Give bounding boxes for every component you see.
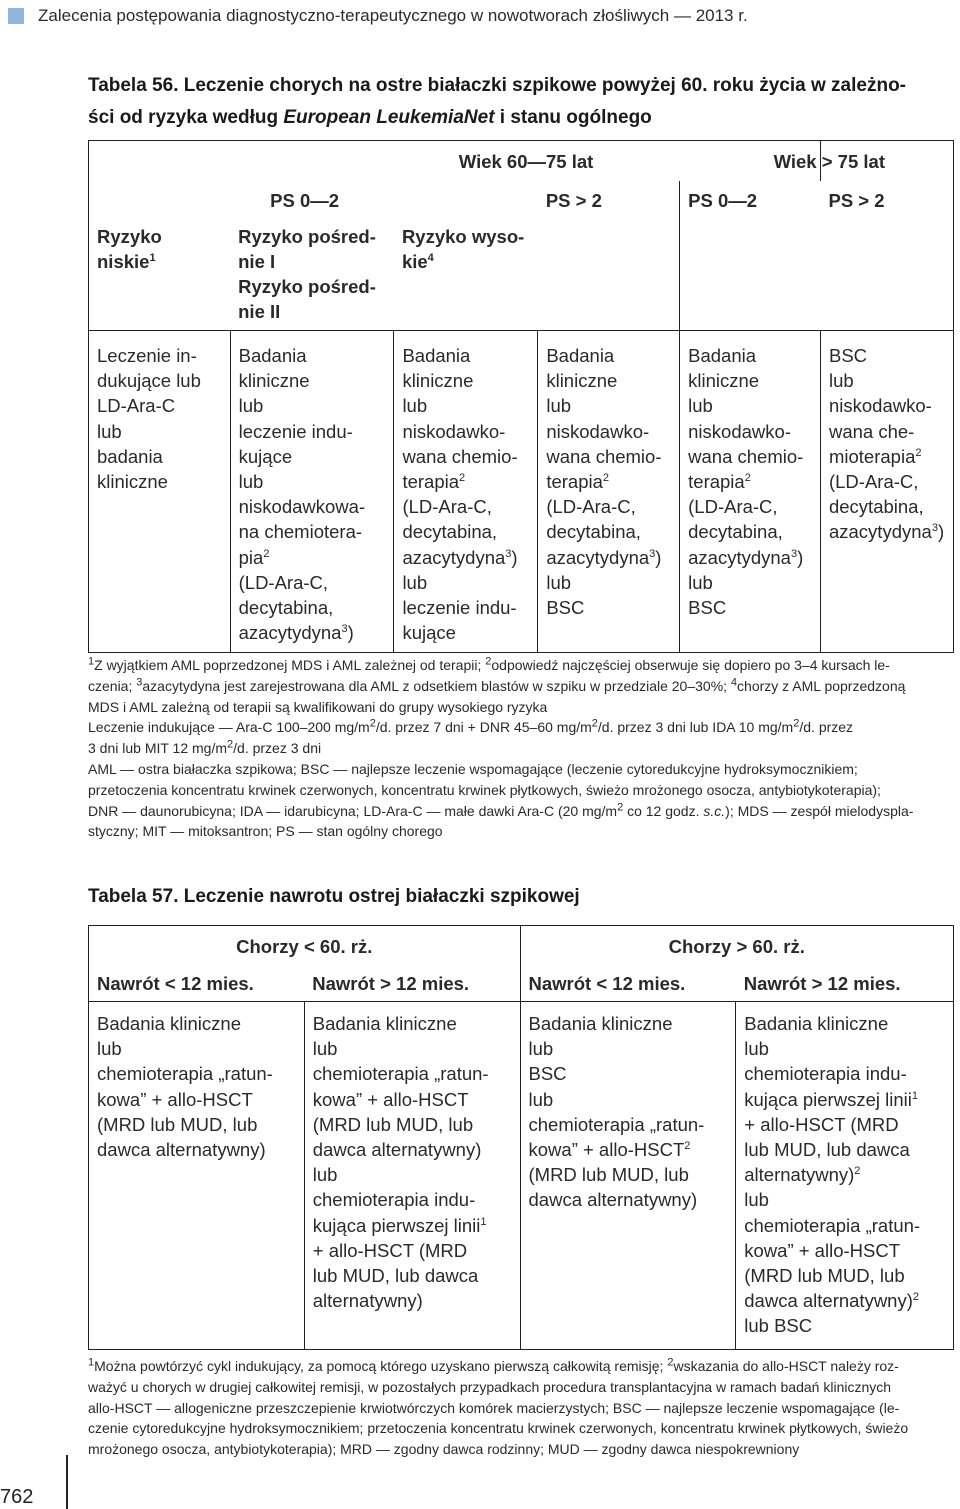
cell-line: chemioterapia „ratun- [528, 1113, 705, 1135]
footnote-mark: 2 [667, 1356, 674, 1369]
footnote-mark: 2 [617, 800, 624, 813]
cell-line: niskodawkowa- [238, 496, 366, 518]
cell-line: kliniczne [238, 370, 310, 392]
table56 [88, 140, 954, 653]
cell-line [402, 545, 529, 570]
note-part: ); MDS — zespół mielodyspla- [725, 802, 914, 819]
page-number-divider [66, 1455, 68, 1509]
footnote-mark: 3 [931, 522, 938, 535]
footnote-mark: 1 [149, 251, 156, 264]
table57-title-line: Tabela 57. Leczenie nawrotu ostrej białaczki szpikowej [88, 886, 580, 907]
note-part: Leczenie indukujące — Ara-C 100–200 mg/m [88, 719, 370, 736]
cell-line: BSC [828, 345, 868, 366]
cell-line: Badania [546, 345, 615, 366]
ps-label: PS 0—2 [688, 189, 758, 211]
footnote-mark: 2 [793, 717, 800, 730]
ps-label: PS 0—2 [270, 189, 340, 211]
cell-line: kliniczne [546, 370, 618, 392]
cell-line: kujące [238, 445, 293, 467]
risk-text: nie I [238, 250, 276, 272]
cell-part: terapia [688, 471, 745, 493]
cell-line: lub MUD, lub dawca [312, 1265, 479, 1287]
cell-line: lub [688, 395, 713, 417]
note-line: AML — ostra białaczka szpikowa; BSC — najlepsze leczenie wspomagające (leczenie cytoredukcyjne hydroksymocznikiem; [88, 760, 858, 777]
cell-line: kowa” + allo-HSCT [97, 1088, 253, 1110]
footnote-mark: 1 [911, 1089, 918, 1102]
footnote-mark: 4 [427, 251, 434, 264]
cell-line: + allo-HSCT (MRD [312, 1239, 468, 1261]
table57-group-gt60 [520, 926, 954, 964]
cell-line: Badania [688, 345, 757, 366]
cell-line: decytabina, [688, 521, 783, 543]
table56-title-line2 [88, 102, 948, 134]
cell-line [744, 1087, 945, 1112]
cell-part: azacytydyna [828, 521, 932, 543]
col-label: Nawrót > 12 mies. [743, 972, 901, 994]
cell-line: (LD-Ara-C, [238, 571, 329, 593]
cell-line: chemioterapia „ratun- [312, 1063, 489, 1085]
cell-part: ) [937, 521, 945, 543]
cell-line: (MRD lub MUD, lub [744, 1265, 905, 1287]
running-header [8, 6, 748, 26]
note-line: MDS i AML zależną od terapii są kwalifikowani do grupy wysokiego ryzyka [88, 698, 548, 715]
cell-line: kowa” + allo-HSCT [744, 1239, 901, 1261]
table56-empty-cell [89, 181, 231, 221]
cell-part: ) [797, 546, 804, 568]
cell-line: kliniczne [402, 370, 474, 392]
cell-line: alternatywny) [312, 1290, 423, 1312]
cell-line: dukujące lub [97, 370, 201, 392]
cell-line [829, 444, 945, 469]
col-label: Nawrót < 12 mies. [528, 972, 686, 994]
cell-line [744, 1288, 945, 1313]
footnote-mark: 1 [480, 1215, 487, 1228]
cell-line [313, 1213, 512, 1238]
footnote-mark: 2 [459, 471, 466, 484]
cell-line [829, 519, 945, 544]
group-label: Chorzy > 60. rż. [668, 936, 805, 957]
cell-line: na chemiotera- [238, 521, 363, 543]
footnote-mark: 3 [341, 623, 348, 636]
cell-line: decytabina, [402, 521, 498, 543]
table56-cell-ps-gt2 [538, 331, 680, 653]
note-part: wskazania do allo-HSCT należy roz- [673, 1358, 899, 1374]
cell-line: BSC [546, 597, 585, 619]
cell-line: lub MUD, lub dawca [744, 1139, 910, 1161]
group-label: Wiek 60—75 lat [458, 151, 594, 172]
table56-notes [88, 655, 954, 842]
cell-line: niskodawko- [546, 420, 650, 442]
table57-title [88, 881, 948, 913]
footnote-mark: 1 [88, 655, 95, 668]
cell-part: terapia [402, 471, 460, 493]
cell-part: terapia [546, 471, 603, 493]
cell-line: lub [312, 1038, 338, 1060]
note-part: azacytydyna jest zarejestrowana dla AML z odsetkiem blastów w szpiku w przedziale 20–30%; [142, 677, 731, 694]
cell-line: lub [238, 395, 264, 417]
table56-title-part: i stanu ogólnego [494, 107, 652, 128]
cell-part: kowa” + allo-HSCT [528, 1139, 685, 1161]
table56-empty-cell [820, 221, 953, 331]
cell-line [688, 469, 812, 494]
footnote-mark: 2 [263, 547, 270, 560]
note-part: odpowiedź najczęściej obserwuje się dopiero po 3–4 kursach le- [491, 657, 890, 673]
table56-cell-75-ps-0-2 [680, 331, 821, 653]
group-label: Wiek > 75 lat [773, 151, 885, 172]
cell-line: (MRD lub MUD, lub [312, 1113, 474, 1135]
cell-line: lub [97, 420, 122, 442]
cell-line [239, 620, 386, 645]
cell-part: pia [238, 546, 264, 568]
cell-part: mioterapia [828, 445, 916, 467]
table56-risk-mid [230, 221, 394, 331]
cell-part: alternatywny) [744, 1164, 855, 1186]
table56-title [88, 70, 948, 134]
table56-cell-75-ps-gt2 [820, 331, 953, 653]
cell-line: kliniczne [688, 370, 760, 392]
cell-line: chemioterapia „ratun- [744, 1214, 921, 1236]
note-line [88, 738, 954, 759]
table56-empty-cell [538, 221, 680, 331]
cell-line: lub [97, 1038, 122, 1060]
table56-empty-cell [680, 221, 821, 331]
cell-line: leczenie indu- [402, 597, 517, 619]
cell-line: chemioterapia indu- [312, 1189, 476, 1211]
cell-line: lub [402, 395, 428, 417]
cell-line: Badania kliniczne [528, 1013, 673, 1034]
cell-line [688, 545, 812, 570]
cell-part: azacytydyna [688, 546, 791, 568]
footnote-mark: 3 [136, 676, 143, 689]
note-line: allo-HSCT — allogeniczne przeszczepienie krwiotwórczych komórek macierzystych; BSC — najlepsze leczenie wspomagające (le- [88, 1399, 900, 1416]
cell-line: wana chemio- [688, 445, 804, 467]
cell-line: lub [238, 471, 264, 493]
cell-line: decytabina, [238, 597, 334, 619]
cell-line: chemioterapia „ratun- [97, 1063, 273, 1085]
table57-notes [88, 1356, 954, 1460]
cell-line: (MRD lub MUD, lub [528, 1164, 689, 1186]
cell-line [744, 1162, 945, 1187]
cell-line: (MRD lub MUD, lub [97, 1113, 258, 1135]
cell-line: LD-Ara-C [97, 395, 176, 417]
cell-line: chemioterapia indu- [744, 1063, 907, 1085]
note-line [88, 676, 954, 697]
cell-line: lub [546, 395, 572, 417]
table56-ps-gt2-b [820, 181, 953, 221]
table57-col-2 [304, 964, 520, 1002]
running-title: Zalecenia postępowania diagnostyczno-terapeutycznego w nowotworach złośliwych — 2013 r. [38, 6, 748, 25]
cell-line: leczenie indu- [238, 420, 353, 442]
cell-line [239, 545, 386, 570]
footnote-mark: 2 [602, 471, 610, 484]
cell-line [546, 545, 671, 570]
group-label: Chorzy < 60. rż. [236, 936, 373, 957]
col-label: Nawrót < 12 mies. [97, 972, 254, 994]
cell-line: lub [546, 571, 572, 593]
risk-text: nie II [238, 301, 281, 323]
footnote-mark: 4 [730, 676, 738, 689]
footnote-mark: 2 [485, 655, 492, 668]
table56-ps-0-2-b [680, 181, 821, 221]
cell-line: (LD-Ara-C, [546, 496, 636, 518]
table56-group-60-75 [230, 141, 820, 181]
cell-line: lub BSC [744, 1315, 813, 1337]
note-line [88, 1356, 954, 1377]
note-line: styczny; MIT — mitoksantron; PS — stan ogólny chorego [88, 823, 443, 840]
cell-part: azacytydyna [546, 546, 650, 568]
cell-line [529, 1137, 728, 1162]
note-part: Z wyjątkiem AML poprzedzonej MDS i AML zależnej od terapii; [94, 657, 486, 673]
footnote-mark: 2 [854, 1165, 861, 1178]
table56-title-part: ści od ryzyka według [88, 107, 284, 128]
table57-cell-2 [304, 1002, 520, 1350]
table57-col-3 [520, 964, 736, 1002]
col-label: Nawrót > 12 mies. [312, 972, 470, 994]
cell-line: (LD-Ara-C, [402, 496, 492, 518]
table56-title-italic: European LeukemiaNet [283, 107, 495, 128]
footnote-mark: 3 [505, 547, 512, 560]
cell-line: BSC [528, 1063, 567, 1085]
cell-line: Badania kliniczne [744, 1013, 889, 1034]
table56-cell-low [89, 331, 231, 653]
cell-line: Badania [238, 345, 307, 366]
cell-part: ) [347, 622, 354, 644]
footnote-mark: 3 [790, 547, 798, 560]
cell-part: kująca pierwszej linii [312, 1214, 481, 1236]
note-line: przetoczenia koncentratu krwinek czerwonych, koncentratu krwinek płytkowych, świeżo mrożonego osocza, antybiotykoterapia); [88, 781, 881, 798]
risk-text: Ryzyko pośred- [238, 275, 376, 297]
note-line [88, 717, 954, 738]
footnote-mark: 2 [369, 717, 376, 730]
table57 [88, 925, 954, 1350]
cell-line: Badania [402, 345, 471, 366]
footnote-mark: 2 [915, 446, 922, 459]
note-line [88, 801, 954, 822]
cell-part: azacytydyna [238, 622, 342, 644]
cell-line: kowa” + allo-HSCT [312, 1088, 469, 1110]
table56-empty-corner [89, 141, 231, 181]
ps-label: PS > 2 [545, 189, 602, 211]
note-part: co 12 godz. [623, 802, 704, 819]
cell-line: lub [402, 571, 428, 593]
cell-line: niskodawko- [828, 395, 932, 417]
cell-part: azacytydyna [402, 546, 506, 568]
cell-part: ) [511, 546, 518, 568]
note-part: /d. przez [799, 719, 854, 736]
risk-text: Ryzyko pośred- [238, 225, 376, 247]
header-square-icon [8, 8, 24, 24]
note-line [88, 655, 954, 676]
table57-col-4 [736, 964, 954, 1002]
cell-line: wana che- [828, 420, 915, 442]
note-part: /d. przez 3 dni lub IDA 10 mg/m [597, 719, 794, 736]
table56-risk-high [394, 221, 538, 331]
risk-text: Ryzyko wyso- [401, 225, 525, 247]
cell-line: lub [528, 1038, 554, 1060]
note-part: /d. przez 3 dni [233, 740, 322, 757]
table57-cell-3 [520, 1002, 736, 1350]
table56-cell-mid [230, 331, 394, 653]
cell-line: decytabina, [546, 521, 641, 543]
cell-line: decytabina, [828, 496, 924, 518]
cell-line: lub [688, 571, 713, 593]
cell-line: lub [744, 1038, 769, 1060]
note-line: czenie cytoredukcyjne hydroksymocznikiem; przetoczenia koncentratu krwinek czerwonych, koncentratu krwinek płytkowych, świeżo [88, 1420, 909, 1437]
footnote-mark: 2 [684, 1139, 691, 1152]
note-part: /d. przez 7 dni + DNR 45–60 mg/m [375, 719, 592, 736]
footnote-mark: 3 [649, 547, 656, 560]
cell-line: niskodawko- [402, 420, 506, 442]
table56-cell-high [394, 331, 538, 653]
cell-line: Leczenie in- [97, 345, 197, 366]
footnote-mark: 2 [591, 717, 598, 730]
cell-line: Badania kliniczne [312, 1013, 457, 1034]
cell-line: niskodawko- [688, 420, 791, 442]
cell-line: wana chemio- [402, 445, 518, 467]
risk-text [402, 249, 530, 274]
cell-line: kujące [402, 622, 456, 644]
note-part: DNR — daunorubicyna; IDA — idarubicyna; LD-Ara-C — małe dawki Ara-C (20 mg/m [88, 802, 618, 819]
cell-line: + allo-HSCT (MRD [744, 1113, 899, 1135]
cell-line: lub [528, 1088, 554, 1110]
table57-col-1 [89, 964, 305, 1002]
cell-line: dawca alternatywny) [312, 1139, 482, 1161]
cell-line: kliniczne [97, 471, 168, 493]
cell-line: Badania kliniczne [97, 1013, 241, 1034]
note-part: Można powtórzyć cykl indukujący, za pomocą którego uzyskano pierwszą całkowitą remisję; [94, 1358, 668, 1374]
cell-line: dawca alternatywny) [97, 1139, 266, 1161]
cell-line: lub [744, 1189, 769, 1211]
table56-ps-0-2 [230, 181, 538, 221]
footnote-mark: 2 [227, 738, 234, 751]
note-line: mrożonego osocza, antybiotykoterapia); MRD — zgodny dawca rodzinny; MUD — zgodny dawca niespokrewniony [88, 1441, 800, 1458]
cell-line: lub [312, 1164, 338, 1186]
cell-line [402, 469, 529, 494]
table57-group-lt60 [89, 926, 521, 964]
risk-text-part: niskie [97, 250, 150, 272]
cell-part: dawca alternatywny) [744, 1290, 913, 1312]
cell-line: (LD-Ara-C, [828, 471, 919, 493]
footnote-mark: 1 [88, 1356, 95, 1369]
cell-line: (LD-Ara-C, [688, 496, 778, 518]
note-part: czenia; [88, 677, 137, 694]
risk-text-part: kie [401, 250, 428, 272]
footnote-mark: 2 [744, 471, 751, 484]
cell-part: ) [655, 546, 662, 568]
cell-line: BSC [688, 597, 727, 619]
risk-text [97, 249, 222, 274]
note-part: chorzy z AML poprzedzoną [737, 677, 906, 694]
note-italic: s.c. [703, 802, 726, 819]
cell-line [546, 469, 671, 494]
table57-cell-1 [89, 1002, 305, 1350]
cell-part: kująca pierwszej linii [744, 1088, 912, 1110]
table56-ps-gt2 [538, 181, 680, 221]
risk-text: Ryzyko [97, 225, 162, 247]
note-line: ważyć u chorych w drugiej całkowitej remisji, w pozostałych przypadkach procedura transplantacyjna w ramach badań klinicznych [88, 1378, 892, 1395]
footnote-mark: 2 [912, 1291, 920, 1304]
cell-line: wana chemio- [546, 445, 662, 467]
cell-line: badania [97, 445, 163, 467]
ps-label: PS > 2 [828, 189, 885, 211]
cell-line: dawca alternatywny) [528, 1189, 698, 1211]
page-number: 762 [0, 1486, 34, 1508]
note-part: 3 dni lub MIT 12 mg/m [88, 740, 228, 757]
table56-title-line1: Tabela 56. Leczenie chorych na ostre białaczki szpikowe powyżej 60. roku życia w zależno- [88, 75, 907, 96]
table57-cell-4 [736, 1002, 954, 1350]
cell-line: lub [828, 370, 854, 392]
table56-risk-low [89, 221, 231, 331]
table56-group-75 [773, 141, 953, 181]
